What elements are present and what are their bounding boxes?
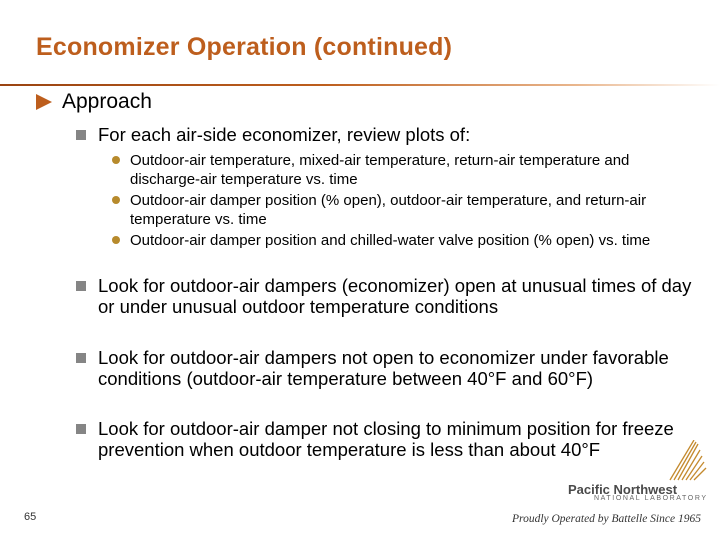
- bullet-intro-text: For each air-side economizer, review plots of:: [98, 124, 471, 145]
- sub-bullet-text: Outdoor-air damper position and chilled-water valve position (% open) vs. time: [130, 232, 651, 249]
- logo-line2: NATIONAL LABORATORY: [594, 495, 708, 502]
- page-number: 65: [24, 511, 37, 523]
- footer-tagline: Proudly Operated by Battelle Since 1965: [512, 513, 701, 525]
- dot-bullet-icon: [112, 236, 120, 244]
- triangle-bullet-icon: [36, 94, 52, 110]
- bullet-text: Look for outdoor-air damper not closing to minimum position for freeze prevention when outdoor temperature is less than about 40°F: [98, 418, 674, 460]
- level1-item: [36, 90, 152, 114]
- sub-bullet-text: Outdoor-air damper position (% open), outdoor-air temperature, and return-air temperature vs. time: [130, 192, 647, 228]
- slide-title: Economizer Operation (continued): [36, 33, 453, 61]
- bullet-text: Look for outdoor-air dampers (economizer) open at unusual times of day or under unusual outdoor temperature conditions: [98, 275, 692, 317]
- dot-bullet-icon: [112, 156, 120, 164]
- level1-label: Approach: [62, 90, 152, 113]
- title-divider: [0, 84, 720, 86]
- logo-line1: Pacific Northwest: [568, 482, 678, 497]
- sub-bullet-text: Outdoor-air temperature, mixed-air temperature, return-air temperature and discharge-air temperature vs. time: [130, 152, 630, 188]
- square-bullet-icon: [76, 130, 86, 140]
- dot-bullet-icon: [112, 196, 120, 204]
- square-bullet-icon: [76, 424, 86, 434]
- square-bullet-icon: [76, 353, 86, 363]
- square-bullet-icon: [76, 281, 86, 291]
- bullet-text: Look for outdoor-air dampers not open to economizer under favorable conditions (outdoor-air temperature between 40°F and 60°F): [98, 347, 669, 389]
